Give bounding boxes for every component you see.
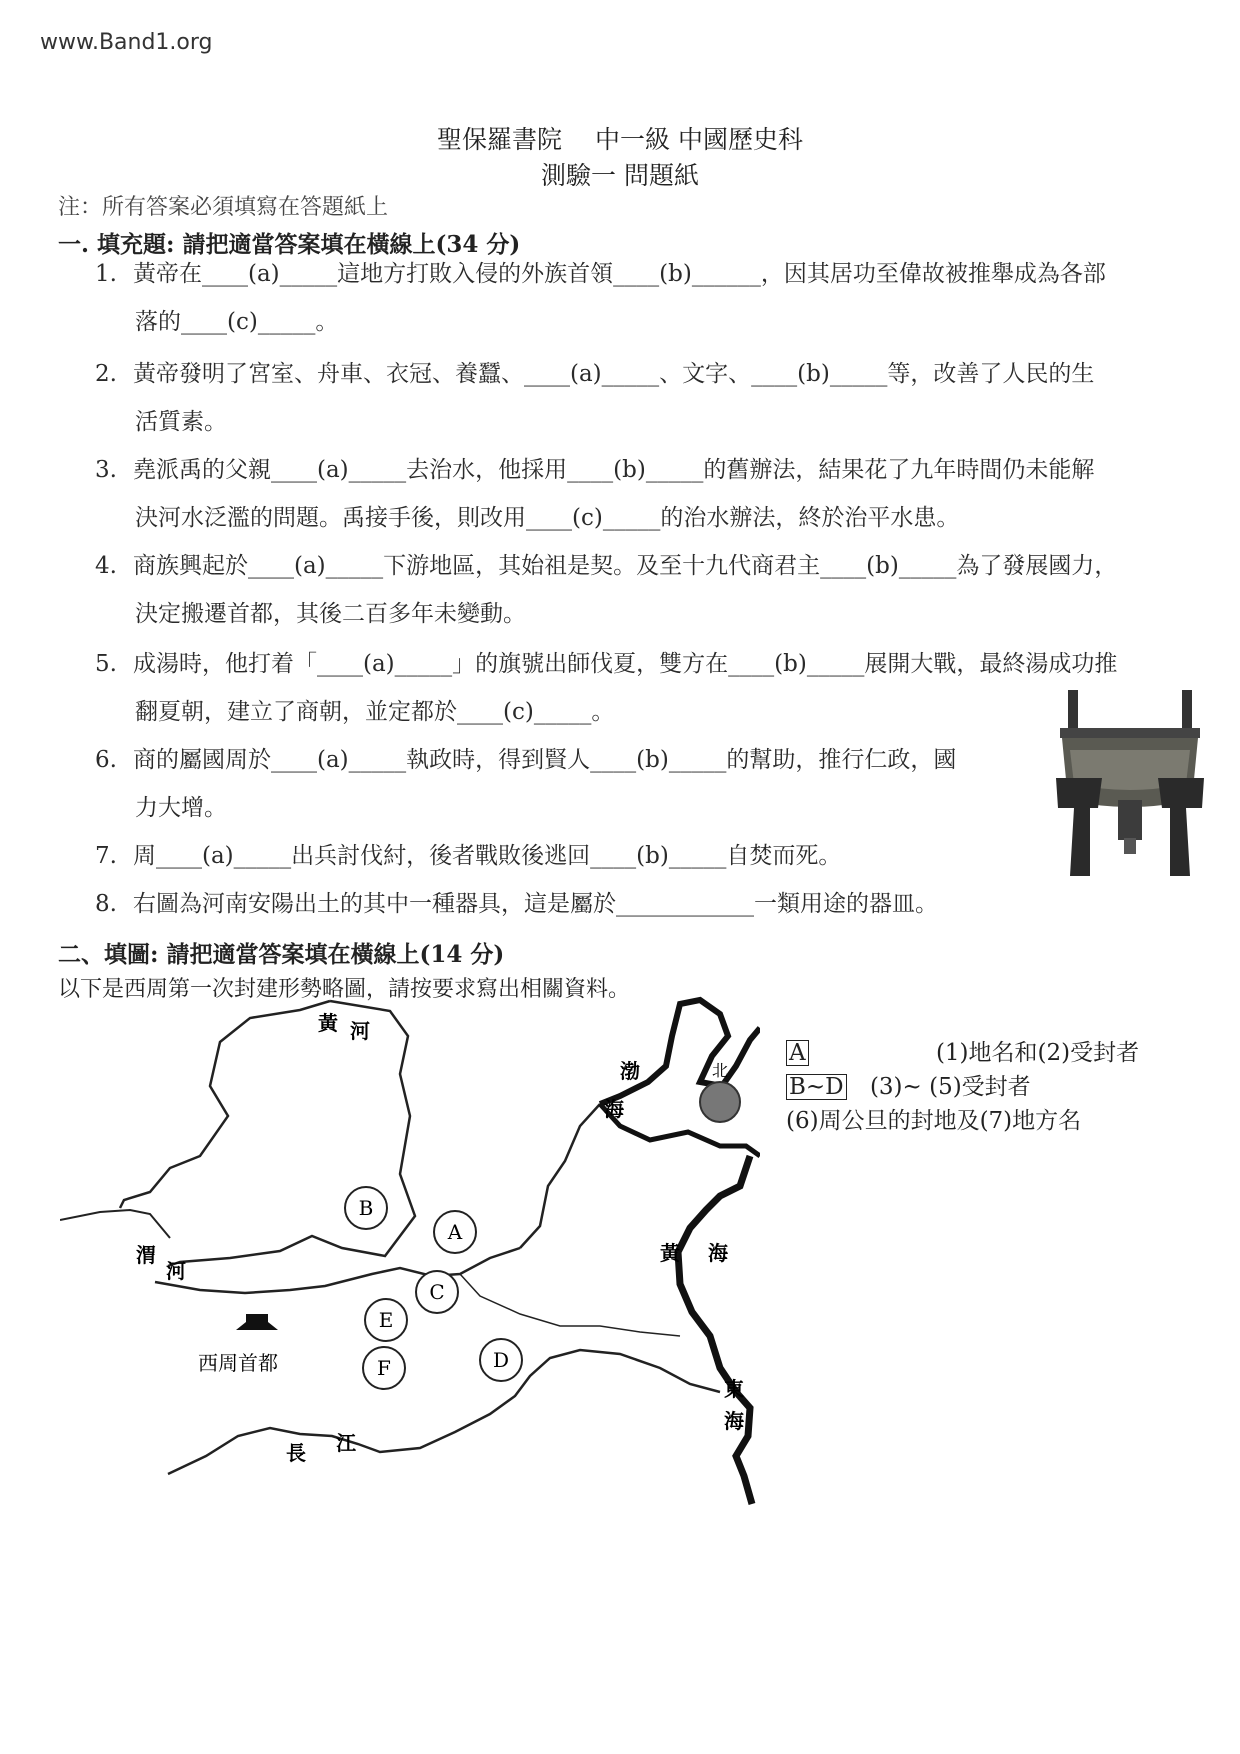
question-text-cont: 翻夏朝，建立了商朝，並定都於____(c)_____。 [135, 699, 615, 725]
legend-box-a: A [786, 1040, 809, 1066]
map-instructions: 以下是西周第一次封建形勢略圖，請按要求寫出相關資料。 [58, 977, 631, 1002]
question-text: 商的屬國周於____(a)_____執政時，得到賢人____(b)_____的幫助，推行仁政，國 [133, 747, 957, 773]
question-number: 8. [95, 891, 117, 917]
section1-title: 一. 填充題: 請把適當答案填在橫線上(34 分) [58, 231, 521, 258]
question-8 [95, 880, 1055, 928]
question-text: 成湯時，他打着「____(a)_____」的旗號出師伐夏，雙方在____(b)_____展開大戰，最終湯成功推 [133, 651, 1118, 677]
question-1 [95, 250, 1195, 346]
marker-e [365, 1299, 407, 1341]
question-5 [95, 640, 1195, 736]
western-zhou-map [60, 996, 760, 1506]
question-number: 5. [95, 651, 117, 677]
svg-text:F: F [377, 1356, 391, 1380]
marker-d [480, 1339, 522, 1381]
question-text: 右圖為河南安陽出土的其中一種器具，這是屬於____________一類用途的器皿。 [133, 891, 938, 917]
changjiang-label-1: 長 [286, 1441, 306, 1465]
bronze-ding-image [1050, 688, 1210, 878]
east-coast [678, 1156, 752, 1504]
question-text: 周____(a)_____出兵討伐紂，後者戰敗後逃回____(b)_____自焚而死。 [133, 843, 842, 869]
question-text: 商族興起於____(a)_____下游地區，其始祖是契。及至十九代商君主____(b)_____為了發展國力， [133, 553, 1118, 579]
question-text: 堯派禹的父親____(a)_____去治水，他採用____(b)_____的舊辦法，結果花了九年時間仍未能解 [133, 457, 1095, 483]
question-number: 6. [95, 747, 117, 773]
bohai-label-1: 渤 [620, 1059, 640, 1083]
north-label: 北 [712, 1061, 729, 1080]
marker-b [345, 1187, 387, 1229]
question-3 [95, 446, 1195, 542]
question-number: 7. [95, 843, 117, 869]
loess-outline [60, 1210, 170, 1238]
map-legend [786, 1036, 1139, 1138]
wei-river-line [155, 1248, 520, 1293]
question-7 [95, 832, 1055, 880]
legend-text-zhougong: (6)周公旦的封地及(7)地方名 [786, 1108, 1082, 1134]
answer-note: 注：所有答案必須填寫在答題紙上 [58, 195, 389, 220]
site-url: www.Band1.org [40, 30, 213, 55]
huanghai-label-1: 黃 [660, 1241, 680, 1265]
minor-river-line [460, 1274, 680, 1336]
question-number: 2. [95, 361, 117, 387]
weihe-label-2: 河 [166, 1259, 186, 1283]
question-number: 4. [95, 553, 117, 579]
question-text-cont: 決河水泛濫的問題。禹接手後，則改用____(c)_____的治水辦法，終於治平水患。 [135, 505, 960, 531]
legend-row-zhougong [786, 1104, 1139, 1138]
marker-f [363, 1347, 405, 1389]
question-text-cont: 活質素。 [135, 409, 227, 435]
question-4 [95, 542, 1195, 638]
svg-text:B: B [358, 1196, 374, 1220]
question-text: 黃帝發明了宮室、舟車、衣冠、養蠶、____(a)_____、文字、____(b)_____等，改善了人民的生 [133, 361, 1095, 387]
capital-label: 西周首都 [198, 1351, 278, 1375]
huanghe-label-1: 黃 [318, 1011, 338, 1035]
question-text-cont: 決定搬遷首都，其後二百多年未變動。 [135, 601, 526, 627]
lower-yellow-river-line [520, 1104, 600, 1248]
question-text: 黃帝在____(a)_____這地方打敗入侵的外族首領____(b)______，因其居功至偉故被推舉成為各部 [133, 261, 1106, 287]
legend-row-bd [786, 1070, 1139, 1104]
question-text-cont: 力大增。 [135, 795, 227, 821]
paper-title: 測驗一 問題紙 [541, 161, 699, 190]
svg-text:D: D [492, 1348, 510, 1372]
svg-text:A: A [447, 1220, 463, 1244]
question-number: 1. [95, 261, 117, 287]
marker-a [434, 1211, 476, 1253]
donghai-label-2: 海 [724, 1409, 744, 1433]
donghai-label-1: 東 [724, 1377, 744, 1401]
legend-box-bd: B~D [786, 1074, 847, 1100]
question-6 [95, 736, 1055, 832]
huanghe-label-2: 河 [350, 1019, 370, 1043]
svg-text:C: C [429, 1280, 445, 1304]
yellow-river-west-line [120, 1001, 330, 1208]
question-2 [95, 350, 1195, 446]
legend-text-a: (1)地名和(2)受封者 [935, 1040, 1140, 1066]
bohai-label-2: 海 [604, 1097, 624, 1121]
school-title: 聖保羅書院 中一級 中國歷史科 [437, 125, 803, 154]
section2-title: 二、填圖: 請把適當答案填在橫線上(14 分) [58, 941, 505, 968]
question-number: 3. [95, 457, 117, 483]
legend-row-a [786, 1036, 1139, 1070]
north-compass-icon [700, 1082, 740, 1122]
legend-text-bd: (3)~ (5)受封者 [869, 1074, 1031, 1100]
marker-c [416, 1271, 458, 1313]
huanghai-label-2: 海 [708, 1241, 728, 1265]
svg-text:E: E [378, 1308, 394, 1332]
question-text-cont: 落的____(c)_____。 [135, 309, 339, 335]
changjiang-label-2: 江 [336, 1431, 356, 1455]
weihe-label-1: 渭 [136, 1243, 156, 1267]
